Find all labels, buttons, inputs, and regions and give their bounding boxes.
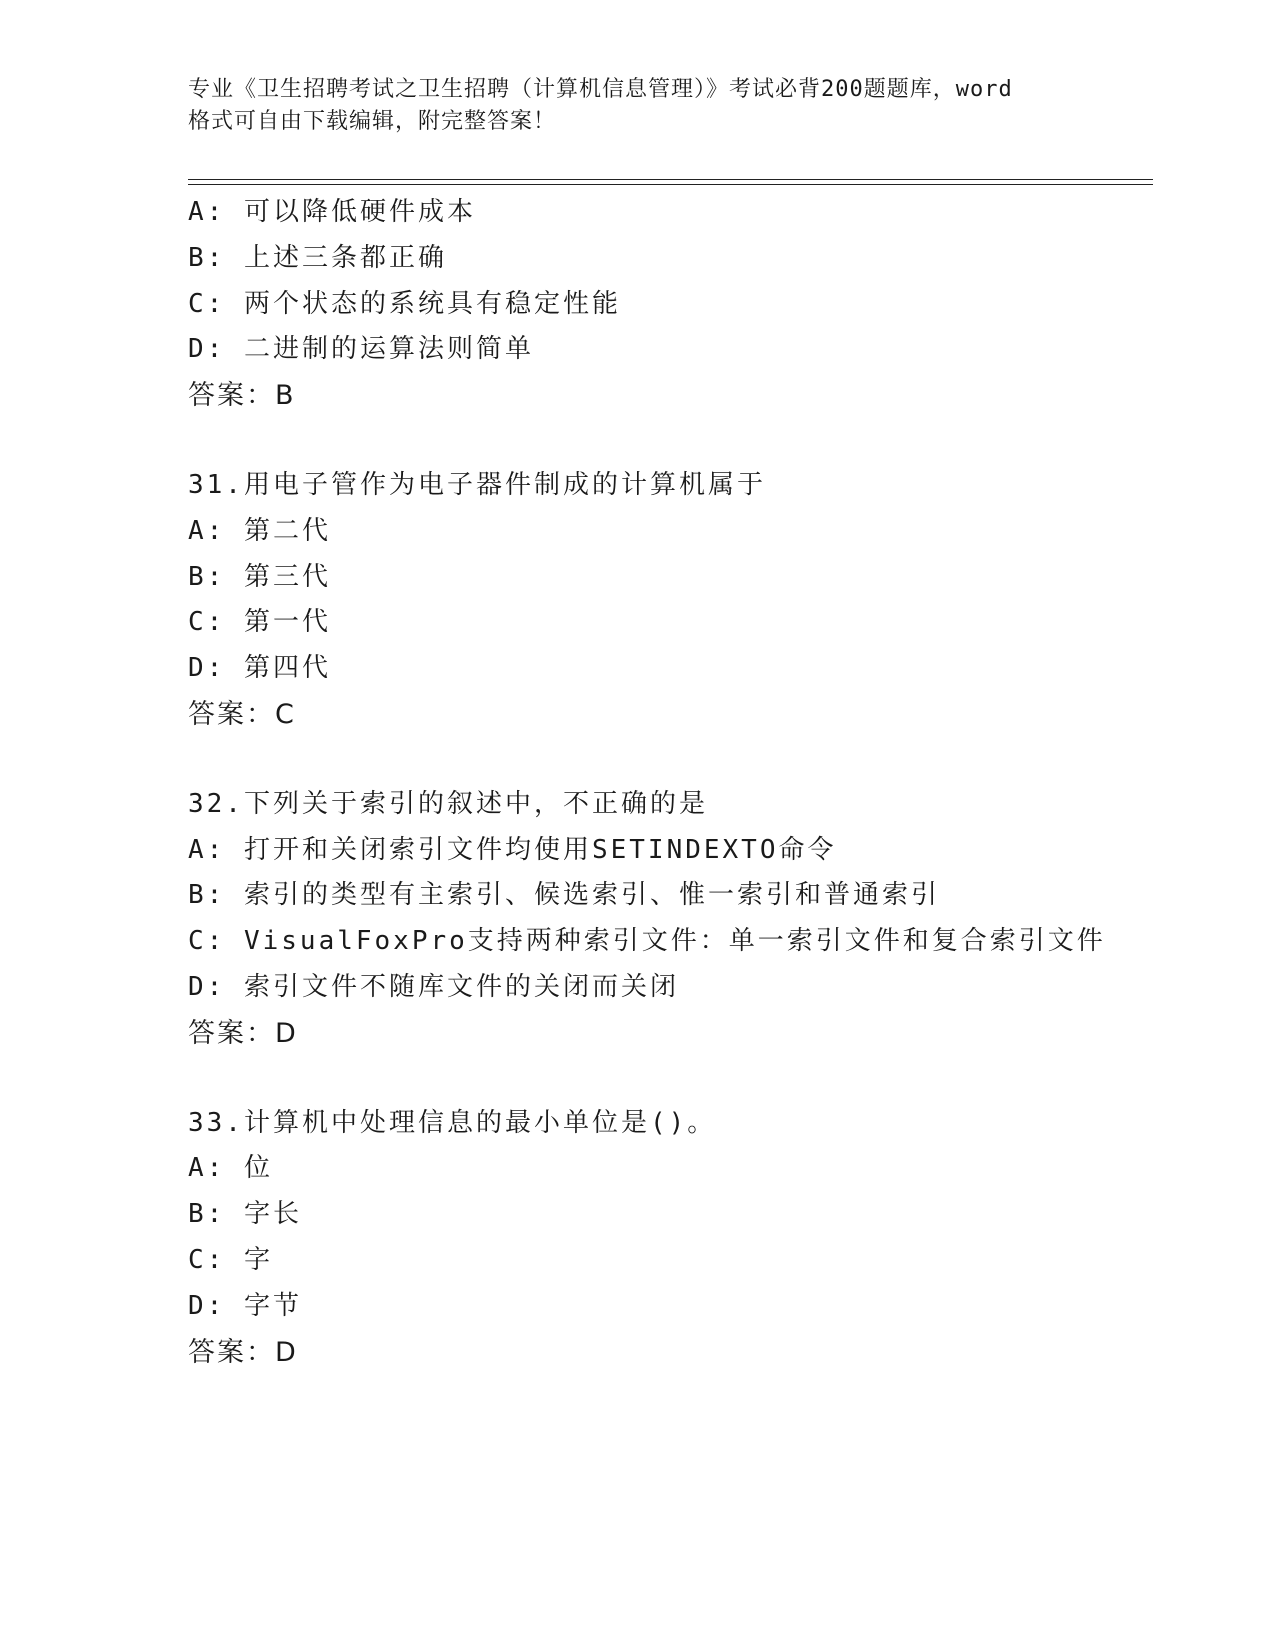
option-d: D: 索引文件不随库文件的关闭而关闭 [188, 971, 679, 1002]
option-c: C: 两个状态的系统具有稳定性能 [188, 288, 621, 319]
question-block [188, 190, 1148, 419]
question-block [188, 1101, 1148, 1376]
option-a: A: 可以降低硬件成本 [188, 197, 476, 227]
option-d: D: 字节 [188, 1290, 302, 1321]
option-a: A: 位 [188, 1153, 273, 1184]
option-d: D: 第四代 [188, 653, 331, 684]
header-divider-bottom [188, 184, 1153, 185]
answer-line: 答案：D [188, 1336, 298, 1368]
option-a: A: 第二代 [188, 515, 331, 546]
answer-line: 答案：C [188, 698, 296, 730]
question-block [188, 782, 1148, 1057]
option-b: B: 字长 [188, 1199, 302, 1230]
option-c: C: 第一代 [188, 607, 331, 638]
answer-line: 答案：D [188, 1017, 298, 1049]
question-block [188, 463, 1148, 738]
header-line-2: 格式可自由下载编辑，附完整答案！ [188, 109, 557, 134]
option-b: B: 第三代 [188, 561, 331, 592]
question-text: 33.计算机中处理信息的最小单位是()。 [188, 1107, 717, 1138]
option-c: C: VisualFoxPro支持两种索引文件：单一索引文件和复合索引文件 [188, 926, 1106, 957]
option-b: B: 上述三条都正确 [188, 242, 447, 273]
question-list [188, 190, 1148, 1375]
header-line-1: 专业《卫生招聘考试之卫生招聘（计算机信息管理）》考试必背200题题库，word [188, 77, 1013, 102]
question-text: 31.用电子管作为电子器件制成的计算机属于 [188, 469, 766, 500]
option-a: A: 打开和关闭索引文件均使用SETINDEXTO命令 [188, 834, 837, 865]
question-text: 32.下列关于索引的叙述中，不正确的是 [188, 788, 708, 819]
option-c: C: 字 [188, 1244, 273, 1275]
option-d: D: 二进制的运算法则简单 [188, 334, 534, 365]
header-divider-top [188, 179, 1153, 180]
option-b: B: 索引的类型有主索引、候选索引、惟一索引和普通索引 [188, 880, 940, 911]
document-header [188, 74, 1088, 138]
answer-line: 答案：B [188, 380, 296, 412]
